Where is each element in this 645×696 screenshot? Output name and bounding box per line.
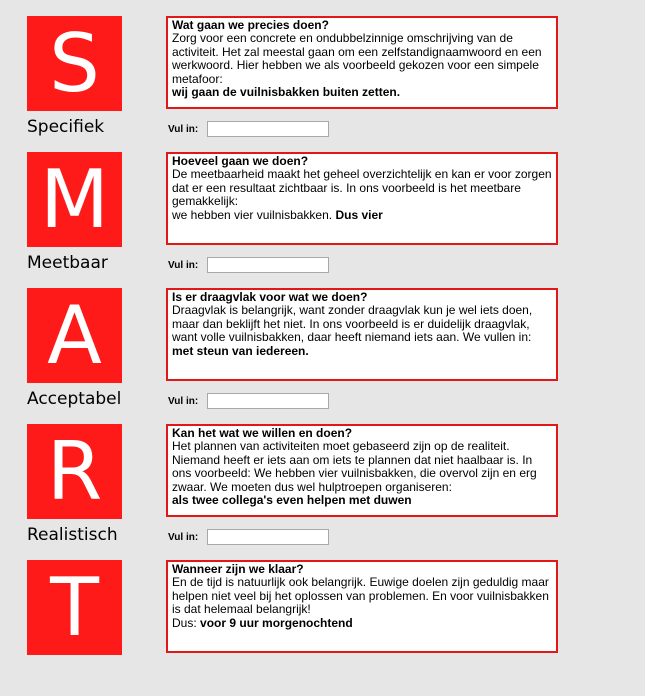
letter-block-m: M [27, 152, 122, 247]
description-question: Wanneer zijn we klaar? [172, 562, 304, 576]
criterion-word: Specifiek [27, 117, 105, 137]
fill-in-input-specifiek[interactable] [207, 121, 329, 137]
description-text: Draagvlak is belangrijk, want zonder draagvlak kun je wel iets doen, maar dan beklijft het niet. In ons voorbeeld is er duidelijk draagvlak, want volle vuilnisbakken, daar heeft niemand iets aan. [172, 303, 533, 345]
letter-block-r: R [27, 424, 122, 519]
description-prefix: We vullen in: [462, 330, 532, 345]
letter-block-a: A [27, 288, 122, 383]
description-text: Het plannen van activiteiten moet gebaseerd zijn op de realiteit. Niemand heeft er iets aan om iets te plannen dat niet haalbaar is. In ons voorbeeld: We hebben vier vuilnisbakken, die overvol zijn en erg zwaar. We moeten dus wel hulptroepen organiseren: [172, 439, 537, 494]
description-box [166, 152, 558, 245]
description-answer: als twee collega's even helpen met duwen [172, 493, 412, 508]
smart-row-s [0, 16, 645, 152]
fill-in-input-acceptabel[interactable] [207, 393, 329, 409]
description-answer: voor 9 uur morgenochtend [200, 615, 353, 630]
description-answer: met steun van iedereen. [172, 343, 309, 358]
smart-row-r [0, 424, 645, 560]
description-question: Hoeveel gaan we doen? [172, 154, 309, 168]
letter-block-t: T [27, 560, 122, 655]
smart-row-t [0, 560, 645, 696]
description-box [166, 560, 558, 653]
description-question: Kan het wat we willen en doen? [172, 426, 353, 440]
criterion-word: Meetbaar [27, 253, 108, 273]
smart-row-m [0, 152, 645, 288]
description-prefix: Dus: [172, 615, 197, 630]
description-question: Is er draagvlak voor wat we doen? [172, 290, 368, 304]
fill-in-input-meetbaar[interactable] [207, 257, 329, 273]
fill-in-label: Vul in: [168, 532, 199, 543]
fill-in-label: Vul in: [168, 260, 199, 271]
description-text: Zorg voor een concrete en ondubbelzinnige omschrijving van de activiteit. Het zal meestal gaan om een zelfstandignaamwoord en een werkwoord. Hier hebben we als voorbeeld gekozen voor een simpele metafoor: [172, 31, 542, 86]
description-box [166, 288, 558, 381]
letter-block-s: S [27, 16, 122, 111]
description-box [166, 16, 558, 109]
criterion-word: Acceptabel [27, 389, 122, 409]
smart-row-a [0, 288, 645, 424]
description-answer: Dus vier [335, 207, 383, 222]
description-question: Wat gaan we precies doen? [172, 18, 329, 32]
description-text: En de tijd is natuurlijk ook belangrijk. Euwige doelen zijn geduldig maar helpen niet veel bij het oplossen van problemen. En voor vuilnisbakken is dat helemaal belangrijk! [172, 575, 549, 617]
description-prefix: we hebben vier vuilnisbakken. [172, 207, 333, 222]
fill-in-label: Vul in: [168, 124, 199, 135]
description-text: De meetbaarheid maakt het geheel overzichtelijk en kan er voor zorgen dat er een resultaat zichtbaar is. In ons voorbeeld is het meetbare gemakkelijk: [172, 167, 552, 209]
fill-in-input-realistisch[interactable] [207, 529, 329, 545]
criterion-word: Realistisch [27, 525, 118, 545]
description-box [166, 424, 558, 517]
fill-in-label: Vul in: [168, 396, 199, 407]
description-answer: wij gaan de vuilnisbakken buiten zetten. [172, 85, 401, 100]
